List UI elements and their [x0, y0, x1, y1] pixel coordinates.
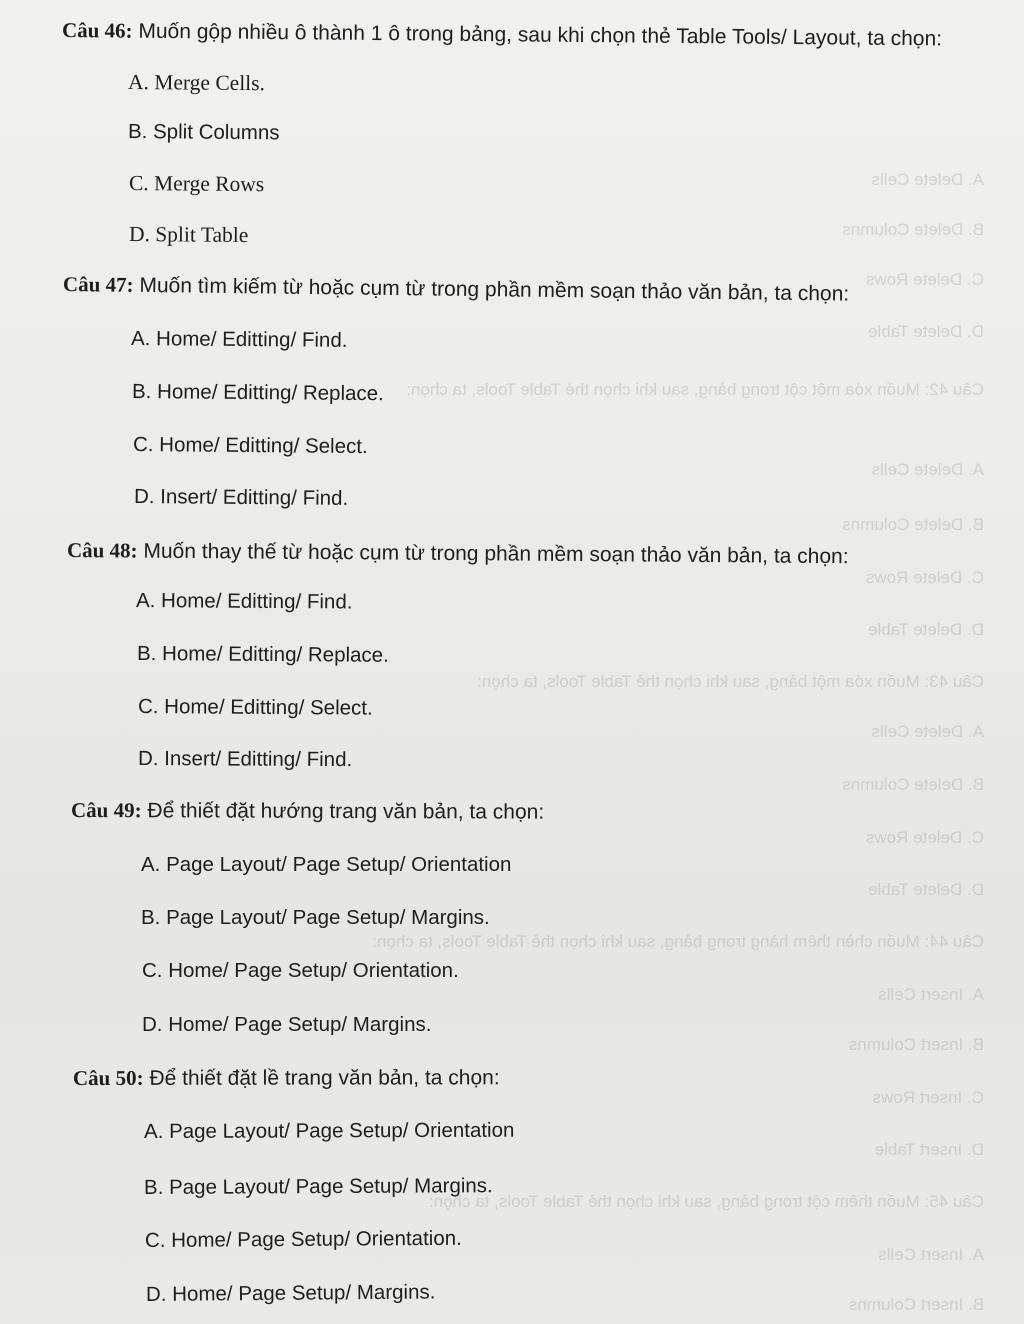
question-47-label: Câu 47:: [62, 272, 134, 297]
question-50: [73, 1065, 500, 1091]
question-48-label: Câu 48:: [66, 538, 138, 563]
question-50-option-a: A. Page Layout/ Page Setup/ Orientation: [143, 1118, 515, 1143]
question-46-option-c: C. Merge Rows: [128, 171, 265, 197]
question-49: [71, 798, 544, 825]
question-47-option-c: C. Home/ Editting/ Select.: [132, 433, 368, 459]
question-49-option-b: B. Page Layout/ Page Setup/ Margins.: [141, 906, 490, 929]
question-48-option-c: C. Home/ Editting/ Select.: [137, 695, 373, 720]
question-49-option-a: A. Page Layout/ Page Setup/ Orientation: [141, 853, 512, 876]
question-50-option-d: D. Home/ Page Setup/ Margins.: [145, 1280, 436, 1306]
question-49-option-c: C. Home/ Page Setup/ Orientation.: [142, 959, 459, 982]
question-47-option-d: D. Insert/ Editting/ Find.: [133, 485, 349, 510]
question-46-option-d: D. Split Table: [128, 222, 249, 248]
question-46-text: Muốn gộp nhiều ô thành 1 ô trong bảng, sau khi chọn thẻ Table Tools/ Layout, ta chọn:: [132, 19, 943, 51]
reverse-side-bleed-through: A. Delete Cells B. Delete Columns C. Delete Rows D. Delete Table Câu 42: Muốn xóa một cột trong bảng, sau khi chọn thẻ Table Tools, ta chọn: A. Delete Cells B. Delete Columns C. Delete Rows D. Delete Table Câu 43: Muốn xóa một bảng, sau khi chọn thẻ Table Tools, ta chọn: A. Delete Cells B. Delete Columns C. Delete Rows D. Delete Table Câu 44: Muốn chèn thêm hàng trong bảng, sau khi chọn thẻ Table Tools, ta chọn: A. Insert Cells B. Insert Columns C. Insert Rows D. Insert Table Câu 45: Muốn thêm cột trong bảng, sau khi chọn thẻ Table Tools, ta chọn: A. Insert Cells B. Insert Columns: [372, 170, 984, 1314]
question-50-option-b: B. Page Layout/ Page Setup/ Margins.: [143, 1174, 493, 1199]
question-48-text: Muốn thay thế từ hoặc cụm từ trong phần mềm soạn thảo văn bản, ta chọn:: [137, 539, 849, 569]
question-46-option-b: B. Split Columns: [127, 120, 280, 145]
question-50-option-c: C. Home/ Page Setup/ Orientation.: [144, 1226, 462, 1252]
question-49-text: Để thiết đặt hướng trang văn bản, ta chọn:: [141, 799, 545, 824]
question-48-option-a: A. Home/ Editting/ Find.: [135, 589, 353, 614]
question-50-label: Câu 50:: [72, 1065, 144, 1090]
question-49-option-d: D. Home/ Page Setup/ Margins.: [142, 1013, 432, 1036]
question-47-option-b: B. Home/ Editting/ Replace.: [131, 380, 384, 406]
question-47-text: Muốn tìm kiếm từ hoặc cụm từ trong phần mềm soạn thảo văn bản, ta chọn:: [133, 273, 850, 306]
question-48-option-b: B. Home/ Editting/ Replace.: [136, 642, 389, 667]
question-46-label: Câu 46:: [61, 18, 133, 43]
question-48-option-d: D. Insert/ Editting/ Find.: [137, 747, 353, 772]
question-48: [67, 538, 849, 569]
question-49-label: Câu 49:: [70, 798, 142, 823]
question-46-option-a: A. Merge Cells.: [127, 70, 266, 96]
question-50-text: Để thiết đặt lề trang văn bản, ta chọn:: [143, 1066, 500, 1090]
question-47-option-a: A. Home/ Editting/ Find.: [130, 327, 348, 352]
